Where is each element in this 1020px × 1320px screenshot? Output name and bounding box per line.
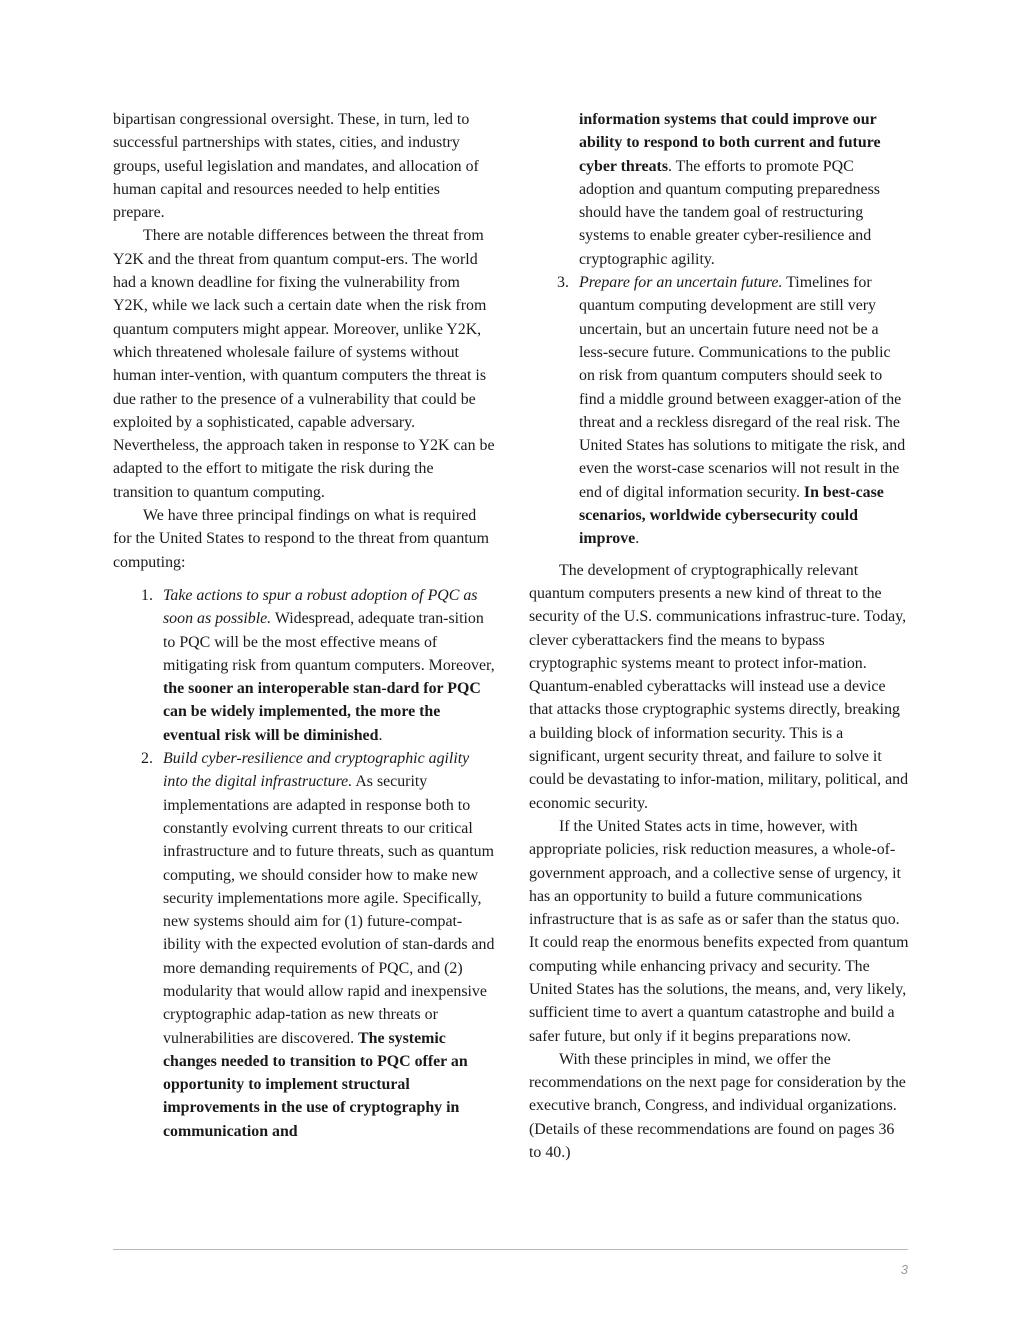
finding-item [113,747,495,1143]
paragraph: If the United States acts in time, however, with appropriate policies, risk reduction measures, a whole-of-government approach, and a collective sense of urgency, it has an opportunity to build a future communications infrastructure that is as safe as or safer than the status quo. It could reap the enormous benefits expected from quantum computing while enhancing privacy and security. The United States has the solutions, the means, and, very likely, sufficient time to avert a quantum catastrophe and build a safer future, but only if it begins preparations now. [529,817,909,1045]
paragraph: We have three principal findings on what is required for the United States to respond to the threat from quantum computing: [113,507,489,571]
paragraph: bipartisan congressional oversight. These, in turn, led to successful partnerships with states, cities, and industry groups, useful legislation and mandates, and allocation of human capital and resources needed to help entities prepare. [113,111,479,222]
finding-emphasis: The systemic changes needed to transition to PQC offer an opportunity to implement structural improvements in the use of cryptography in communication and [163,1029,468,1140]
finding-title: Take actions to spur a robust adoption of PQC as soon as possible. [163,586,478,628]
finding-text-continued: . The efforts to promote PQC adoption and quantum computing preparedness should have the tandem goal of restructuring systems to enable greater cyber-resilience and cryptographic agility. [579,157,880,268]
finding-punctuation: . [635,530,640,548]
finding-emphasis-continued: information systems that could improve our ability to respond to both current and future cyber threats [579,111,881,175]
finding-text: Timelines for quantum computing development are still very uncertain, but an uncertain future need not be a less-secure future. Communications to the public on risk from quantum computers should seek to find a middle ground between exagger-ation of the threat and a reckless disregard of the real risk. The United States has solutions to mitigate the risk, and even the worst-case scenarios will not result in the end of digital information security. [579,274,906,501]
paragraph: The development of cryptographically relevant quantum computers presents a new kind of threat to the security of the U.S. communications infrastruc-ture. Today, clever cyberattackers find the means to bypass cryptographic systems meant to protect infor-mation. Quantum-enabled cyberattacks will instead use a device that attacks those cryptographic systems directly, breaking a building block of information security. This is a significant, urgent security threat, and failure to solve it could be devastating to infor-mation, military, political, and economic security. [529,561,909,812]
finding-number: 2. [141,750,153,768]
finding-emphasis: In best-case scenarios, worldwide cybersecurity could improve [579,483,884,548]
finding-emphasis: the sooner an interoperable stan-dard for PQC can be widely implemented, the more the eventual risk will be diminished [163,680,481,744]
right-column [529,108,909,1164]
finding-text: Widespread, adequate tran-sition to PQC will be the most effective means of mitigating risk from quantum computers. Moreover, [163,610,495,674]
finding-continuation [529,108,909,271]
finding-title: Prepare for an uncertain future. [579,274,783,292]
finding-text: As security implementations are adapted in response both to constantly evolving current threats to our critical infrastructure and to future threats, such as quantum computing, we should consider how to make new security implementations more agile. Specifically, new systems should aim for (1) future-compat-ibility with the expected evolution of stan-dards and more demanding requirements of PQC, and (2) modularity that would allow rapid and inexpensive cryptographic adap-tation as new threats or vulnerabilities are discovered. [163,773,495,1047]
findings-list [113,584,495,1143]
finding-title: Build cyber-resilience and cryptographic agility into the digital infrastructure. [163,750,470,791]
footer-divider [113,1249,908,1250]
finding-number: 1. [141,586,153,604]
paragraph: With these principles in mind, we offer the recommendations on the next page for consideration by the executive branch, Congress, and individual organizations. (Details of these recommendations are found on pages 36 to 40.) [529,1050,906,1162]
finding-item [529,271,909,551]
page-number: 3 [900,1262,908,1277]
left-column [113,108,495,1143]
finding-number: 3. [557,274,569,292]
findings-list-continued [529,271,909,551]
finding-punctuation: . [378,726,383,744]
finding-item [113,584,495,747]
paragraph: There are notable differences between the threat from Y2K and the threat from quantum comput-ers. The world had a known deadline for fixing the vulnerability from Y2K, while we lack such a certain date when the risk from quantum computers might appear. Moreover, unlike Y2K, which threatened wholesale failure of systems without human inter-vention, with quantum computers the threat is due rather to the presence of a vulnerability that could be exploited by a sophisticated, capable adversary. Nevertheless, the approach taken in response to Y2K can be adapted to the effort to mitigate the risk during the transition to quantum computing. [113,227,495,501]
